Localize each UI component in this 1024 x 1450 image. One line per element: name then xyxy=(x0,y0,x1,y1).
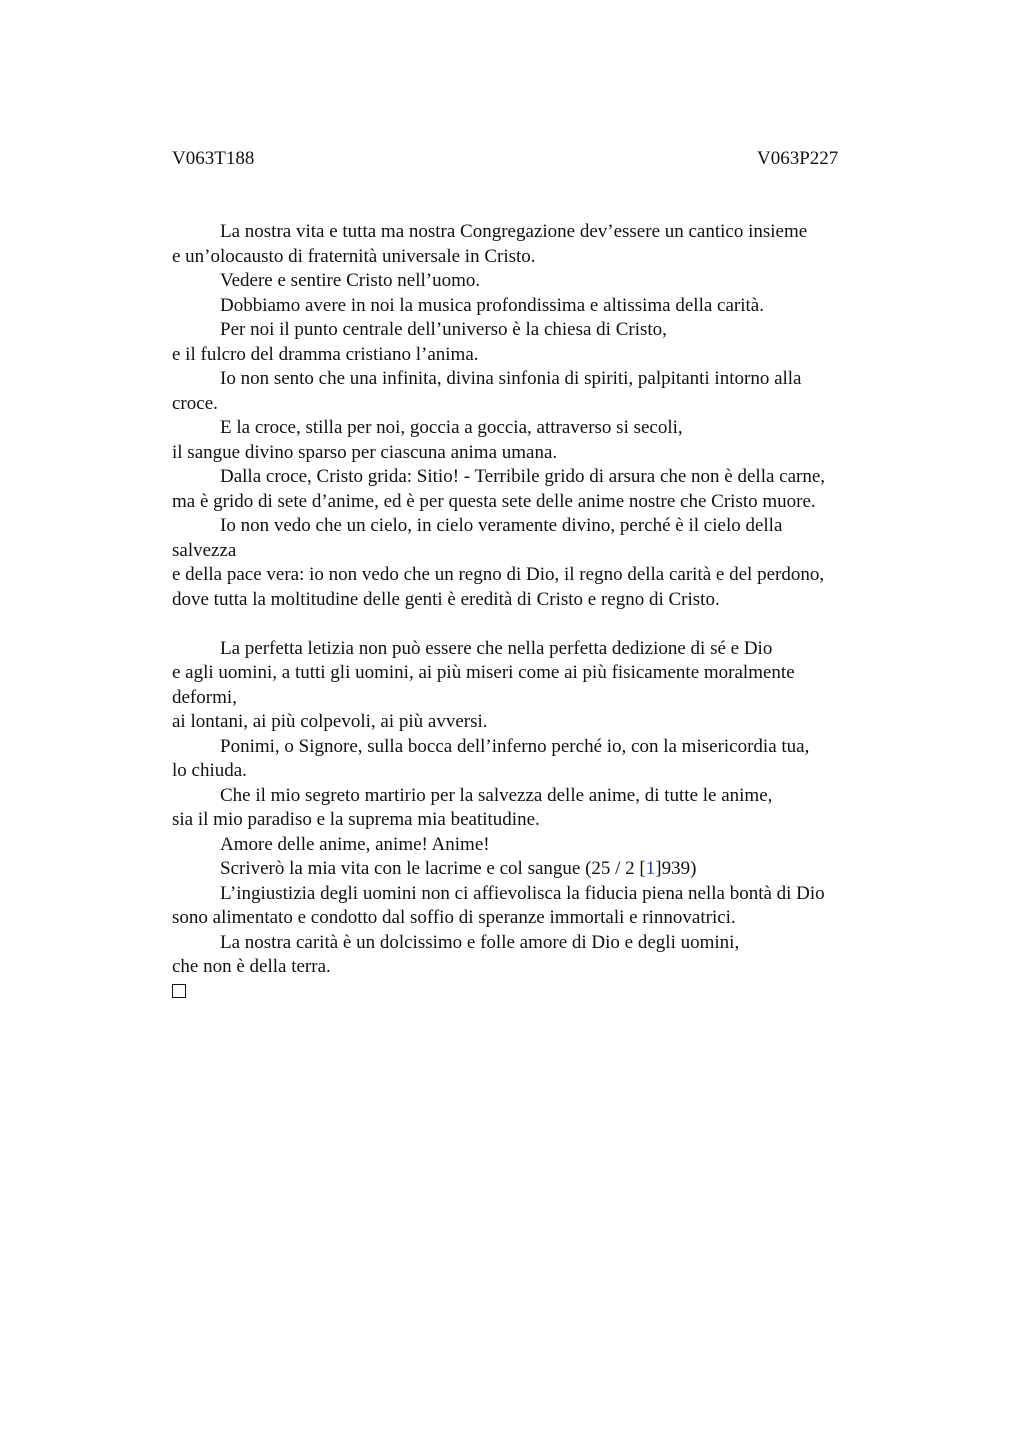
reference-link[interactable]: 1 xyxy=(645,858,656,879)
text-line: Io non vedo che un cielo, in cielo veramente divino, perché è il cielo della xyxy=(220,515,783,536)
text-line: sia il mio paradiso e la suprema mia beatitudine. xyxy=(172,809,540,830)
text-line: Io non sento che una infinita, divina sinfonia di spiriti, palpitanti intorno alla xyxy=(220,368,802,389)
text-line: dove tutta la moltitudine delle genti è eredità di Cristo e regno di Cristo. xyxy=(172,588,720,610)
text-line: Per noi il punto centrale dell’universo è la chiesa di Cristo, xyxy=(220,319,667,340)
text-line: croce. xyxy=(172,392,218,414)
text-line: Amore delle anime, anime! Anime! xyxy=(220,833,490,855)
text-line: lo chiuda. xyxy=(172,760,247,781)
text-line: deformi, xyxy=(172,686,237,708)
paragraph-gap xyxy=(172,612,892,637)
page-code-right: V063P227 xyxy=(757,148,839,169)
document-code-left: V063T188 xyxy=(172,148,255,169)
text-line: Ponimi, o Signore, sulla bocca dell’inferno perché io, con la misericordia tua, xyxy=(220,735,810,757)
text-line: e agli uomini, a tutti gli uomini, ai più miseri come ai più fisicamente moralmente xyxy=(172,662,795,683)
document-body xyxy=(172,220,892,998)
text-line: Dalla croce, Cristo grida: Sitio! - Terribile grido di arsura che non è della carne, xyxy=(220,466,826,487)
text-line: salvezza xyxy=(172,539,237,561)
end-square-icon xyxy=(172,984,186,998)
text-line: sono alimentato e condotto dal soffio di speranze immortali e rinnovatrici. xyxy=(172,907,736,928)
text-line: Che il mio segreto martirio per la salvezza delle anime, di tutte le anime, xyxy=(220,784,773,806)
text-line: La perfetta letizia non può essere che nella perfetta dedizione di sé e Dio xyxy=(220,637,773,659)
dated-line-suffix: ]939) xyxy=(655,858,697,879)
text-line: L’ingiustizia degli uomini non ci affievolisca la fiducia piena nella bontà di Dio xyxy=(220,882,825,904)
text-line: E la croce, stilla per noi, goccia a goccia, attraverso si secoli, xyxy=(220,417,683,438)
dated-line-text: Scriverò la mia vita con le lacrime e col sangue (25 / 2 [ xyxy=(220,858,646,879)
text-line: e il fulcro del dramma cristiano l’anima. xyxy=(172,343,479,365)
text-line: che non è della terra. xyxy=(172,956,331,977)
text-line: La nostra carità è un dolcissimo e folle amore di Dio e degli uomini, xyxy=(220,931,740,953)
dated-text-line xyxy=(172,857,892,882)
text-line: il sangue divino sparso per ciascuna anima umana. xyxy=(172,441,558,463)
text-line: ai lontani, ai più colpevoli, ai più avversi. xyxy=(172,711,488,732)
text-line: ma è grido di sete d’anime, ed è per questa sete delle anime nostre che Cristo muore. xyxy=(172,490,816,512)
text-line: Vedere e sentire Cristo nell’uomo. xyxy=(220,270,481,291)
text-line: Dobbiamo avere in noi la musica profondissima e altissima della carità. xyxy=(220,294,764,316)
text-line: e un’olocausto di fraternità universale in Cristo. xyxy=(172,245,536,267)
text-line: e della pace vera: io non vedo che un regno di Dio, il regno della carità e del perdono, xyxy=(172,564,825,585)
text-line: La nostra vita e tutta ma nostra Congregazione dev’essere un cantico insieme xyxy=(220,221,808,242)
